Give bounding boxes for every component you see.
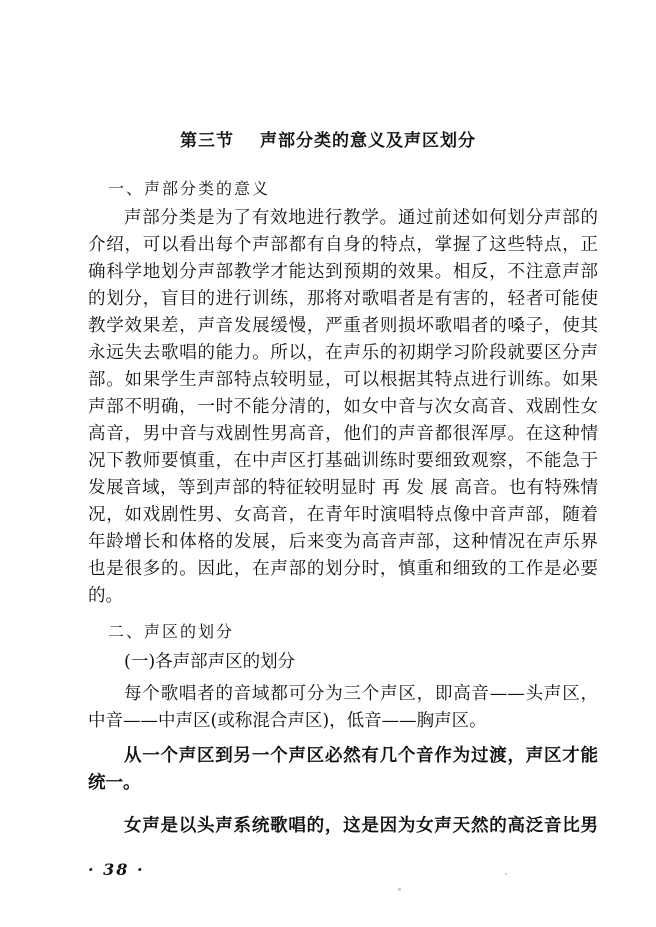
subsection-heading-2: 二、声区的划分: [108, 622, 235, 641]
paragraph-line: 确科学地划分声部教学才能达到预期的效果。相反，不注意声部: [88, 262, 598, 282]
paragraph-line: 中音——中声区(或称混合声区)，低音——胸声区。: [88, 711, 487, 731]
subsection-heading-1: 一、声部分类的意义: [108, 179, 271, 198]
section-title-text: 声部分类的意义及声区划分: [260, 131, 476, 151]
paragraph-line: 年龄增长和体格的发展，后来变为高音声部，这种情况在声乐界: [88, 532, 598, 552]
page-number: · 38 ·: [88, 860, 145, 879]
paragraph-line: 声部不明确，一时不能分清的，如女中音与次女高音、戏剧性女: [88, 397, 598, 417]
section-title: [0, 126, 656, 151]
paragraph-line: 女声是以头声系统歌唱的，这是因为女声天然的高泛音比男: [124, 816, 598, 836]
paragraph-line: 每个歌唱者的音域都可分为三个声区，即高音——头声区，: [124, 684, 598, 704]
paragraph-line: 也是很多的。因此，在声部的划分时，慎重和细致的工作是必要: [88, 559, 598, 579]
paragraph-line: 部。如果学生声部特点较明显，可以根据其特点进行训练。如果: [88, 370, 598, 390]
paragraph-line: 的。: [88, 586, 123, 606]
subsection-subheading: (一)各声部声区的划分: [124, 652, 296, 672]
paragraph-line: 从一个声区到另一个声区必然有几个音作为过渡，声区才能: [124, 746, 598, 766]
paragraph-line: 况下教师要慎重，在中声区打基础训练时要细致观察，不能急于: [88, 451, 598, 471]
paragraph-line: 发展音域，等到声部的特征较明显时 再 发 展 高音。也有特殊情: [88, 478, 598, 498]
scan-speck: [398, 888, 401, 891]
paragraph-line: 教学效果差，声音发展缓慢，严重者则损坏歌唱者的嗓子，使其: [88, 316, 598, 336]
paragraph-line: 永远失去歌唱的能力。所以，在声乐的初期学习阶段就要区分声: [88, 343, 598, 363]
section-number: 第三节: [180, 131, 234, 151]
scan-speck: [505, 873, 507, 875]
paragraph-line: 统一。: [88, 773, 141, 793]
paragraph-line: 介绍，可以看出每个声部都有自身的特点，掌握了这些特点，正: [88, 235, 598, 255]
paragraph-line: 况，如戏剧性男、女高音，在青年时演唱特点像中音声部，随着: [88, 505, 598, 525]
paragraph-line: 的划分，盲目的进行训练，那将对歌唱者是有害的，轻者可能使: [88, 289, 598, 309]
paragraph-line: 高音，男中音与戏剧性男高音，他们的声音都很浑厚。在这种情: [88, 424, 598, 444]
paragraph-line: 声部分类是为了有效地进行教学。通过前述如何划分声部的: [124, 208, 598, 228]
